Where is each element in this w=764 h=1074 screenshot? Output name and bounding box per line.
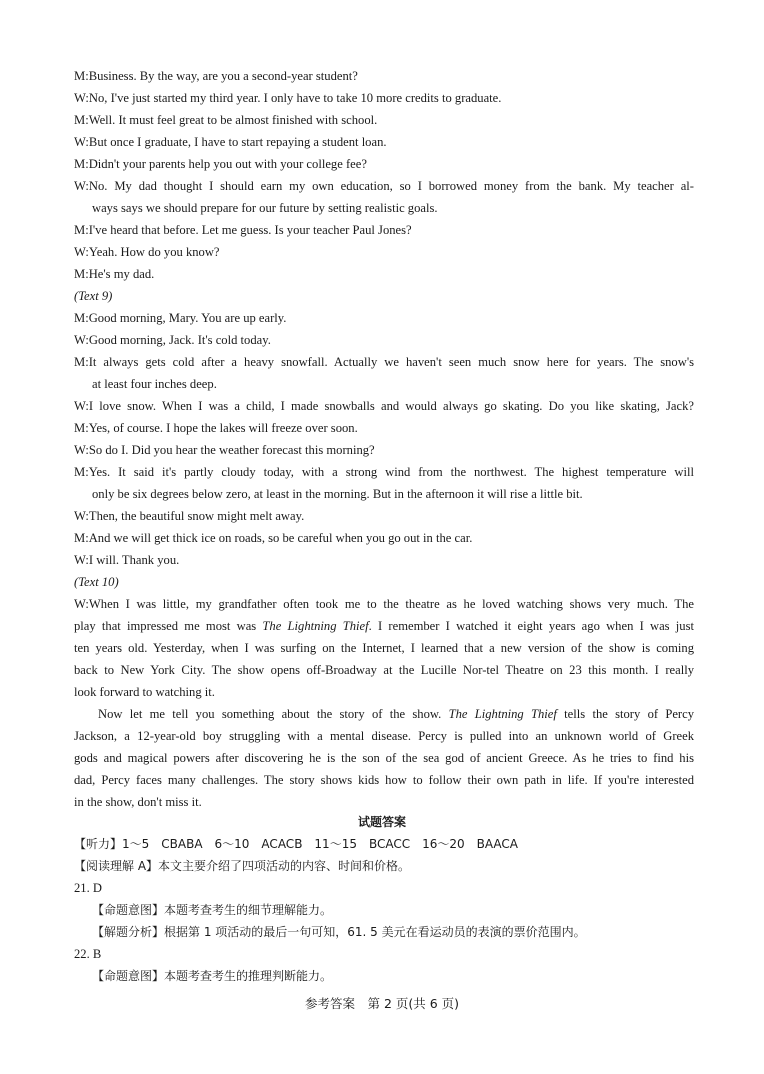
- answers-heading: 试题答案: [357, 815, 406, 829]
- question-analysis: 【解题分析】根据第 1 项活动的最后一句可知，61. 5 美元在看运动员的表演的票价范围内。: [92, 925, 586, 939]
- dialogue-line: M:Well. It must feel great to be almost finished with school.: [74, 113, 378, 127]
- dialogue-line: W:Good morning, Jack. It's cold today.: [74, 333, 271, 347]
- monologue-line: W:When I was little, my grandfather often took me to the theatre as he loved watching shows very much. The: [74, 597, 694, 611]
- monologue-line: look forward to watching it.: [74, 685, 215, 699]
- dialogue-line: M:Yes, of course. I hope the lakes will freeze over soon.: [74, 421, 358, 435]
- monologue-line: back to New York City. The show opens off-Broadway at the Lucille Nor-tel Theatre on 23 this month. I really: [74, 663, 694, 677]
- monologue-line: ten years old. Yesterday, when I was surfing on the Internet, I learned that a new version of the show is coming: [74, 641, 694, 655]
- monologue-line: gods and magical powers after discovering he is the son of the sea god of ancient Greece. As he tries to find his: [74, 751, 694, 765]
- dialogue-line: M:Didn't your parents help you out with your college fee?: [74, 157, 367, 171]
- monologue-line: [98, 706, 694, 722]
- dialogue-line: W:Then, the beautiful snow might melt away.: [74, 509, 305, 523]
- monologue-line: in the show, don't miss it.: [74, 795, 202, 809]
- dialogue-line: ways says we should prepare for our future by setting realistic goals.: [92, 201, 438, 215]
- dialogue-line: M:Yes. It said it's partly cloudy today, with a strong wind from the northwest. The highest temperature will: [74, 465, 694, 479]
- monologue-text: Now let me tell you something about the story of the show.: [98, 707, 449, 721]
- monologue-line: Jackson, a 12-year-old boy struggling with a mental disease. Percy is pulled into an unknown world of Greek: [74, 729, 694, 743]
- monologue-line: [74, 618, 694, 634]
- dialogue-line: W:I love snow. When I was a child, I made snowballs and would always go skating. Do you like skating, Jack?: [74, 399, 694, 413]
- monologue-text: play that impressed me most was: [74, 619, 263, 633]
- dialogue-line: only be six degrees below zero, at least in the morning. But in the afternoon it will rise a little bit.: [92, 487, 583, 501]
- show-title: The Lightning Thief: [262, 619, 369, 633]
- dialogue-line: W:Yeah. How do you know?: [74, 245, 220, 259]
- show-title: The Lightning Thief: [448, 707, 557, 721]
- dialogue-line: M:It always gets cold after a heavy snowfall. Actually we haven't seen much snow here for years. The snow's: [74, 355, 694, 369]
- dialogue-line: W:No, I've just started my third year. I only have to take 10 more credits to graduate.: [74, 91, 502, 105]
- page-footer: 参考答案 第 2 页(共 6 页): [304, 996, 460, 1011]
- monologue-line: dad, Percy faces many challenges. The story shows kids how to follow their own path in life. If you're interested: [74, 773, 694, 787]
- text9-label: (Text 9): [74, 289, 113, 303]
- dialogue-line: M:And we will get thick ice on roads, so be careful when you go out in the car.: [74, 531, 473, 545]
- question-intent: 【命题意图】本题考查考生的细节理解能力。: [92, 903, 333, 917]
- question-number: 21. D: [74, 881, 102, 895]
- dialogue-line: at least four inches deep.: [92, 377, 217, 391]
- reading-a-summary: 【阅读理解 A】本文主要介绍了四项活动的内容、时间和价格。: [74, 859, 411, 873]
- monologue-text: tells the story of Percy: [556, 707, 695, 721]
- listening-answers: 【听力】1～5 CBABA 6～10 ACACB 11～15 BCACC 16～20 BAACA: [74, 837, 519, 851]
- monologue-text: . I remember I watched it eight years ago when I was just: [368, 619, 695, 633]
- question-number: 22. B: [74, 947, 102, 961]
- dialogue-line: M:Good morning, Mary. You are up early.: [74, 311, 287, 325]
- dialogue-line: W:So do I. Did you hear the weather forecast this morning?: [74, 443, 375, 457]
- dialogue-line: M:Business. By the way, are you a second-year student?: [74, 69, 358, 83]
- question-intent: 【命题意图】本题考查考生的推理判断能力。: [92, 969, 333, 983]
- text10-label: (Text 10): [74, 575, 119, 589]
- dialogue-line: M:He's my dad.: [74, 267, 155, 281]
- dialogue-line: W:I will. Thank you.: [74, 553, 180, 567]
- dialogue-line: M:I've heard that before. Let me guess. Is your teacher Paul Jones?: [74, 223, 412, 237]
- dialogue-line: W:But once I graduate, I have to start repaying a student loan.: [74, 135, 387, 149]
- dialogue-line: W:No. My dad thought I should earn my own education, so I borrowed money from the bank. My teacher al-: [74, 179, 694, 193]
